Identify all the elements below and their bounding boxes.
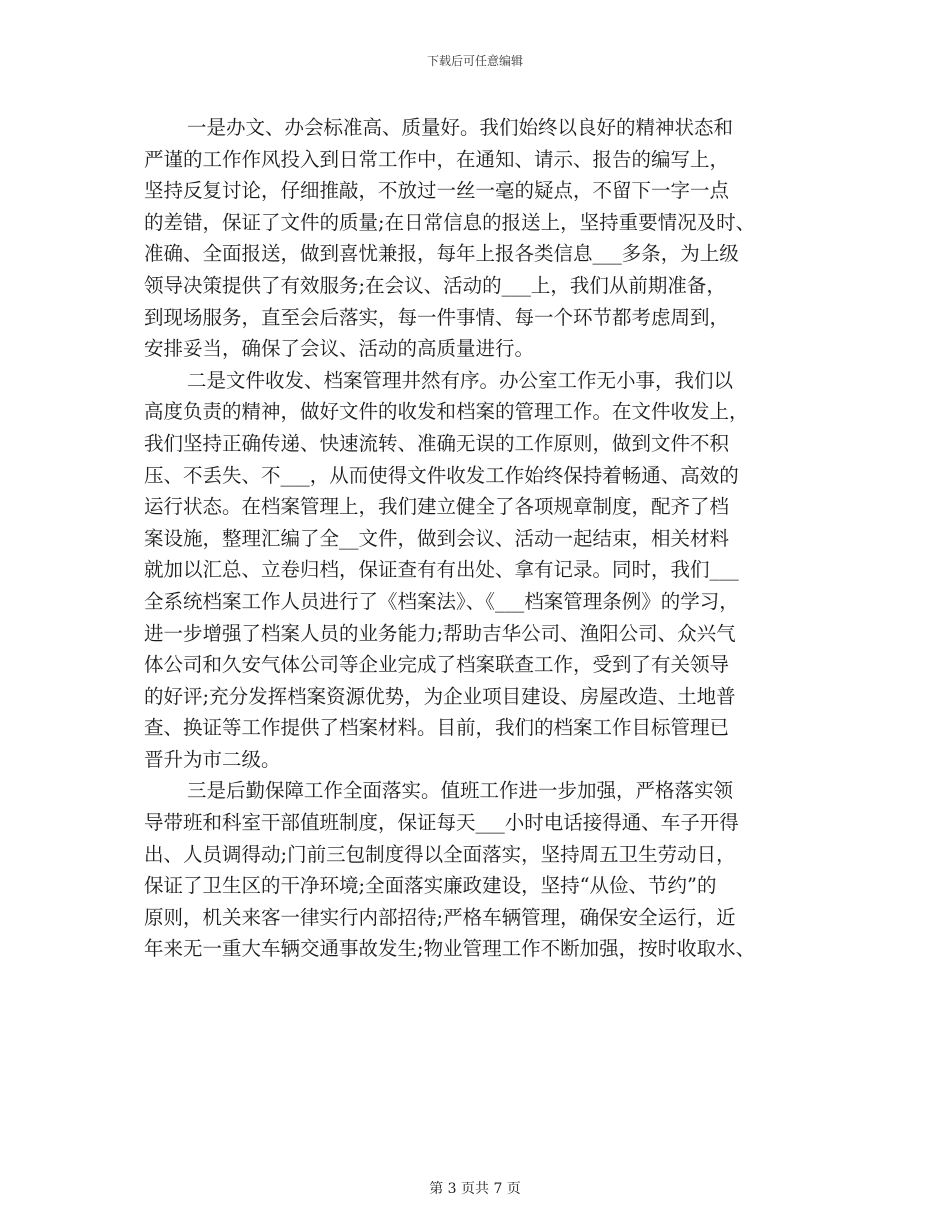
text-line: 全系统档案工作人员进行了《档案法》、《___档案管理条例》的学习， — [144, 589, 739, 613]
text-line: 的差错，保证了文件的质量;在日常信息的报送上，坚持重要情况及时、 — [144, 210, 756, 234]
text-line: 到现场服务，直至会后落实，每一件事情、每一个环节都考虑周到， — [144, 305, 730, 329]
text-line: 晋升为市二级。 — [144, 747, 281, 771]
text-line: 一是办文、办会标准高、质量好。我们始终以良好的精神状态和 — [187, 116, 734, 139]
text-line: 二是文件收发、档案管理井然有序。办公室工作无小事，我们以 — [187, 368, 734, 392]
text-line: 查、换证等工作提供了档案材料。目前，我们的档案工作目标管理已 — [144, 716, 730, 740]
text-line: 的好评;充分发挥档案资源优势，为企业项目建设、房屋改造、土地普 — [144, 684, 736, 708]
text-line: 领导决策提供了有效服务;在会议、活动的___上，我们从前期准备， — [144, 273, 726, 297]
text-line: 坚持反复讨论，仔细推敲，不放过一丝一毫的疑点，不留下一字一点 — [144, 179, 730, 203]
text-line: 进一步增强了档案人员的业务能力;帮助吉华公司、渔阳公司、众兴气 — [144, 621, 736, 645]
document-body — [144, 112, 844, 965]
text-line: 安排妥当，确保了会议、活动的高质量进行。 — [144, 337, 535, 361]
text-line: 运行状态。在档案管理上，我们建立健全了各项规章制度，配齐了档 — [144, 495, 730, 519]
paragraph — [144, 365, 844, 776]
paragraph — [144, 112, 844, 365]
text-line: 三是后勤保障工作全面落实。值班工作进一步加强，严格落实领 — [187, 779, 734, 803]
text-line: 体公司和久安气体公司等企业完成了档案联查工作，受到了有关领导 — [144, 653, 730, 677]
text-line: 准确、全面报送，做到喜忧兼报，每年上报各类信息___多条，为上级 — [144, 242, 739, 266]
page-header: 下载后可任意编辑 — [426, 54, 523, 68]
text-line: 原则，机关来客一律实行内部招待;严格车辆管理，确保安全运行，近 — [144, 905, 736, 929]
page-number: 第 3 页共 7 页 — [429, 1181, 521, 1197]
text-line: 压、不丢失、不___，从而使得文件收发工作始终保持着畅通、高效的 — [144, 463, 739, 487]
text-line: 保证了卫生区的干净环境;全面落实廉政建设，坚持“从俭、节约”的 — [144, 874, 717, 898]
text-line: 高度负责的精神，做好文件的收发和档案的管理工作。在文件收发上， — [144, 400, 749, 424]
text-line: 我们坚持正确传递、快速流转、准确无误的工作原则，做到文件不积 — [144, 431, 730, 455]
text-line: 案设施，整理汇编了全__文件，做到会议、活动一起结束，相关材料 — [144, 526, 730, 550]
text-line: 就加以汇总、立卷归档，保证查有有出处、拿有记录。同时，我们___ — [144, 558, 739, 582]
text-line: 年来无一重大车辆交通事故发生;物业管理工作不断加强，按时收取水、 — [144, 937, 756, 961]
text-line: 出、人员调得动;门前三包制度得以全面落实，坚持周五卫生劳动日， — [144, 842, 736, 866]
text-line: 严谨的工作作风投入到日常工作中，在通知、请示、报告的编写上， — [144, 147, 730, 171]
text-line: 导带班和科室干部值班制度，保证每天___小时电话接得通、车子开得 — [144, 811, 739, 835]
paragraph — [144, 775, 844, 965]
